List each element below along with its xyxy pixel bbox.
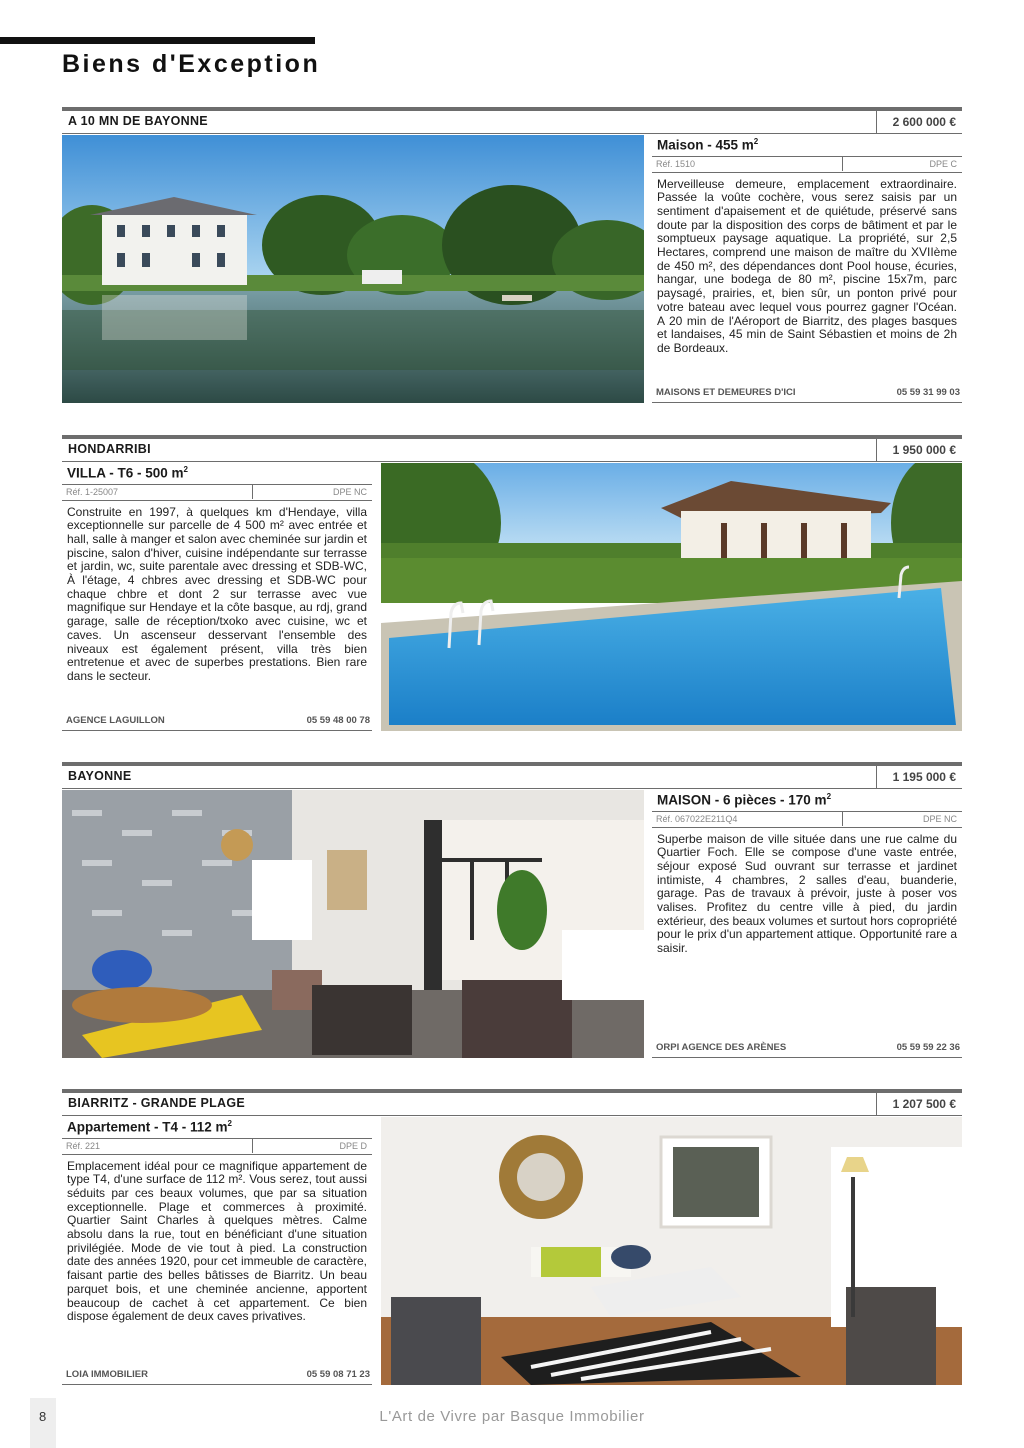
listing-reference: Réf. 1-25007 bbox=[64, 485, 253, 499]
listing-title: VILLA - T6 - 500 $m^2$ bbox=[62, 463, 372, 485]
listing-price: 2 600 000 € bbox=[876, 111, 962, 133]
listing-photo-villa-pool bbox=[381, 463, 962, 731]
listing-dpe: DPE C bbox=[929, 158, 957, 169]
listing-title: Appartement - T4 - 112 $m^2$ bbox=[62, 1117, 372, 1139]
listing-card bbox=[62, 1089, 962, 1385]
listing-header bbox=[62, 435, 962, 462]
footer-tagline: L'Art de Vivre par Basque Immobilier bbox=[379, 1408, 645, 1425]
listing-info bbox=[62, 463, 372, 731]
listing-info bbox=[652, 790, 962, 1058]
listing-price: 1 195 000 € bbox=[876, 766, 962, 788]
listing-info bbox=[652, 135, 962, 403]
listing-reference: Réf. 067022E211Q4 bbox=[654, 812, 843, 826]
agency-name: ORPI AGENCE DES ARÈNES bbox=[656, 1042, 787, 1053]
agency-name: LOIA IMMOBILIER bbox=[66, 1369, 148, 1380]
listing-location: BAYONNE bbox=[68, 769, 132, 783]
listing-price: 1 950 000 € bbox=[876, 439, 962, 461]
listing-dpe: DPE NC bbox=[332, 486, 367, 497]
listing-description: Merveilleuse demeure, emplacement extraordinaire. Passée la voûte cochère, vous serez saisis par un sentiment d'apaisement et de quiétude, préservé sans doute par la disposition des corps de bâtiment et par le somptueux paysage aquatique. La propriété, sur 2,5 Hectares, comprend une maison de maître du XVIIème de 450 m², des dépendances dont Pool house, écuries, hangar, une bodega de 80 m², piscine 15x7m, parc paysagé, prairies, et, bien sûr, un ponton privé pour votre bateau avec lequel vous pourrez gagner l'Océan. A 20 min de l'Aéroport de Biarritz, des plages basques et landaises, 45 min de Saint Sébastien et moins de 2h de Bordeaux. bbox=[657, 176, 957, 355]
listing-location: A 10 MN DE BAYONNE bbox=[68, 114, 208, 128]
listing-photo-apartment-salon bbox=[381, 1117, 962, 1385]
agency-name: MAISONS ET DEMEURES D'ICI bbox=[656, 387, 796, 398]
listing-ref-row bbox=[652, 812, 962, 828]
listing-card bbox=[62, 762, 962, 1058]
listing-header bbox=[62, 107, 962, 134]
agency-phone: 05 59 59 22 36 bbox=[896, 1042, 960, 1053]
listing-ref-row bbox=[652, 157, 962, 173]
listing-ref-row bbox=[62, 485, 372, 501]
listing-title: MAISON - 6 pièces - 170 $m^2$ bbox=[652, 790, 962, 812]
listing-reference: Réf. 1510 bbox=[654, 157, 843, 171]
listing-footer bbox=[652, 1039, 962, 1058]
listing-description: Emplacement idéal pour ce magnifique appartement de type T4, d'une surface de 112 m². Vous serez, tout aussi séduits par ces beaux volumes, que par sa situation exceptionnelle. Plage et commerces à proximité. Quartier Saint Charles à quelques mètres. Calme absolu dans la rue, tout en bénéficiant d'une situation privilégiée. Mode de vie tout à pied. La construction date des années 1920, pour cet immeuble de caractère, faisant partie des belles bâtisses de Biarritz. Un beau parquet bois, et une cheminée ancienne, apportent beaucoup de cachet à cet appartement. Ce bien dispose également de deux caves privatives. bbox=[67, 1158, 367, 1324]
listing-footer bbox=[62, 712, 372, 731]
listing-location: HONDARRIBI bbox=[68, 442, 151, 456]
listing-location: BIARRITZ - GRANDE PLAGE bbox=[68, 1096, 246, 1110]
listing-footer bbox=[652, 384, 962, 403]
listing-reference: Réf. 221 bbox=[64, 1139, 253, 1153]
listing-card bbox=[62, 435, 962, 731]
listing-header bbox=[62, 762, 962, 789]
listing-description: Superbe maison de ville située dans une rue calme du Quartier Foch. Elle se compose d'une vaste entrée, séjour exposé Sud ouvrant sur terrasse et jardinet intimiste, 4 chambres, 2 salles d'eau, buanderie, garage. Pas de travaux à prévoir, juste à poser vos valises. Profitez du centre ville à pied, du jardin extérieur, des beaux volumes et surtout hors copropriété pour le prix d'un appartement attique. Opportunité rare a saisir. bbox=[657, 831, 957, 956]
listing-description: Construite en 1997, à quelques km d'Hendaye, villa exceptionnelle sur parcelle de 4 500 m² avec entrée et hall, salle à manger et salon avec cheminée sur jardin et piscine, salon d'hiver, cuisine indépendante sur terrasse et jardin, wc, suite parentale avec dressing et SDB-WC, À l'étage, 4 chbres avec dressing et SDB-WC pour chaque chbre et dont 2 sur terrasse avec vue magnifique sur Hendaye et la côte basque, au rdj, grand garage, salle de réception/txoko avec cuisine, wc et caves. Un ascenseur desservant l'ensemble des niveaux est également présent, villa très bien entretenue et avec de superbes prestations. Bien rare dans le secteur. bbox=[67, 504, 367, 683]
listing-ref-row bbox=[62, 1139, 372, 1155]
listing-header bbox=[62, 1089, 962, 1116]
listing-info bbox=[62, 1117, 372, 1385]
page-title: Biens d'Exception bbox=[62, 50, 321, 78]
listing-photo-lake-house bbox=[62, 135, 644, 403]
listing-price: 1 207 500 € bbox=[876, 1093, 962, 1115]
listing-title: Maison - 455 $m^2$ bbox=[652, 135, 962, 157]
agency-phone: 05 59 31 99 03 bbox=[896, 387, 960, 398]
agency-name: AGENCE LAGUILLON bbox=[66, 715, 165, 726]
listing-photo-living-room bbox=[62, 790, 644, 1058]
agency-phone: 05 59 08 71 23 bbox=[306, 1369, 370, 1380]
listing-footer bbox=[62, 1366, 372, 1385]
listing-card bbox=[62, 107, 962, 403]
listing-dpe: DPE NC bbox=[922, 813, 957, 824]
top-rule bbox=[0, 37, 315, 44]
page-number: 8 bbox=[39, 1409, 47, 1424]
listing-dpe: DPE D bbox=[339, 1140, 367, 1151]
agency-phone: 05 59 48 00 78 bbox=[306, 715, 370, 726]
